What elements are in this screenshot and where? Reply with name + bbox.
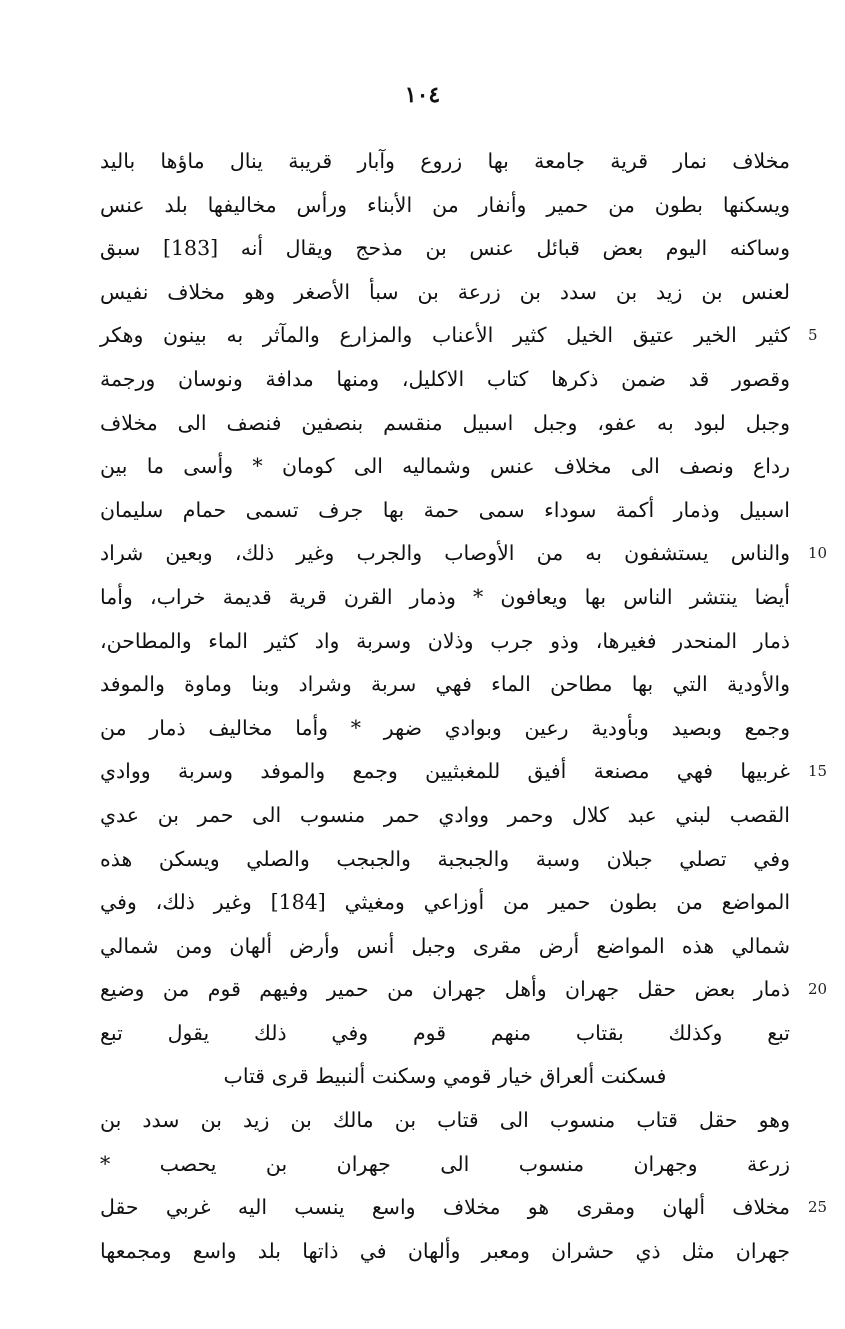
line-text: فسكنت ألعراق خيار قومي وسكنت ألنبيط قرى قتاب <box>223 1064 667 1089</box>
text-line <box>100 925 790 969</box>
line-text: مخلاف ألهان ومقرى هو مخلاف واسع ينسب اليه غربي حقل <box>100 1195 790 1220</box>
line-number: 25 <box>808 1198 828 1217</box>
text-body <box>100 140 828 1273</box>
line-text: مخلاف نمار قرية جامعة بها زروع وآبار قريبة ينال ماؤها باليد <box>100 149 790 173</box>
line-number: 15 <box>808 762 828 781</box>
line-text: جهران مثل ذي حشران ومعبر وألهان في ذاتها بلد واسع ومجمعها <box>100 1238 790 1263</box>
text-line <box>100 489 790 533</box>
text-line <box>100 445 790 489</box>
text-line <box>100 620 790 664</box>
text-line <box>100 1230 790 1274</box>
line-text: لعنس بن زيد بن سدد بن زرعة بن سبأ الأصغر وهو مخلاف نفيس <box>100 279 790 304</box>
text-line <box>100 184 790 228</box>
line-text: المواضع من بطون حمير من أوزاعي ومغيثي [184] وغير ذلك، وفي <box>100 890 791 915</box>
line-text: وفي تصلي جبلان وسبة والجبجبة والجبجب والصلي ويسكن هذه <box>100 846 790 871</box>
text-line <box>100 140 790 184</box>
line-text: رداع ونصف الى مخلاف عنس وشماليه الى كومان * وأسى ما بين <box>100 454 790 479</box>
text-line <box>100 707 790 751</box>
line-text: القصب لبني عبد كلال وحمر ووادي حمر منسوب الى حمر بن عدي <box>100 802 790 827</box>
line-text: وقصور قد ضمن ذكرها كتاب الاكليل، ومنها مدافة ونوسان ورجمة <box>100 366 790 391</box>
text-line <box>100 750 828 794</box>
line-text: زرعة وجهران منسوب الى جهران بن يحصب * <box>100 1151 790 1176</box>
line-number: 20 <box>808 980 828 999</box>
line-text: وهو حقل قتاب منسوب الى قتاب بن مالك بن زيد بن سدد بن <box>100 1108 790 1133</box>
text-line <box>100 576 790 620</box>
text-line <box>100 271 790 315</box>
line-text: أيضا ينتشر الناس بها ويعافون * وذمار القرن قرية قديمة خراب، وأما <box>100 584 790 609</box>
text-line <box>100 1143 790 1187</box>
text-line <box>100 968 828 1012</box>
text-line <box>100 358 790 402</box>
line-text: غربيها فهي مصنعة أفيق للمغبثيين وجمع والموفد وسربة ووادي <box>100 759 790 784</box>
line-number: 5 <box>808 326 818 345</box>
line-text: وجبل لبود به عفو، وجبل اسبيل منقسم بنصفين فنصف الى مخلاف <box>100 410 790 435</box>
text-line <box>100 314 818 358</box>
text-line <box>100 838 790 882</box>
text-line <box>100 402 790 446</box>
line-text: والأودية التي بها مطاحن الماء فهي سربة وشراد وبنا وماوة والموفد <box>100 672 790 697</box>
text-line <box>100 663 790 707</box>
verse-line <box>100 1055 790 1099</box>
line-text: ذمار بعض حقل جهران وأهل جهران من حمير وفيهم قوم من وضيع <box>100 977 790 1002</box>
text-line <box>100 1012 790 1056</box>
text-line <box>100 532 828 576</box>
line-text: والناس يستشفون به من الأوصاب والجرب وغير ذلك، وبعين شراد <box>100 541 790 566</box>
line-text: تبع وكذلك بقتاب منهم قوم وفي ذلك يقول تبع <box>100 1020 790 1045</box>
text-line <box>100 1099 790 1143</box>
text-line <box>100 794 790 838</box>
line-text: وساكنه اليوم بعض قبائل عنس بن مذحج ويقال أنه [183] سبق <box>100 236 790 261</box>
line-text: ويسكنها بطون من حمير وأنفار من الأبناء ورأس مخاليفها بلد عنس <box>100 192 790 217</box>
text-line <box>100 227 790 271</box>
line-number: 10 <box>808 544 828 563</box>
line-text: كثير الخير عتيق الخيل كثير الأعناب والمزارع والمآثر به بينون وهكر <box>100 323 790 348</box>
line-text: اسبيل وذمار أكمة سوداء سمى حمة بها جرف تسمى حمام سليمان <box>100 497 790 522</box>
line-text: وجمع وبصيد وبأودية رعين وبوادي ضهر * وأما مخاليف ذمار من <box>100 715 790 740</box>
page-number: ١٠٤ <box>404 82 441 108</box>
line-text: ذمار المنحدر فغيرها، وذو جرب وذلان وسربة واد كثير الماء والمطاحن، <box>100 628 790 653</box>
line-text: شمالي هذه المواضع أرض مقرى وجبل أنس وأرض ألهان ومن شمالي <box>100 933 790 958</box>
text-line <box>100 1186 828 1230</box>
text-line <box>100 881 790 925</box>
